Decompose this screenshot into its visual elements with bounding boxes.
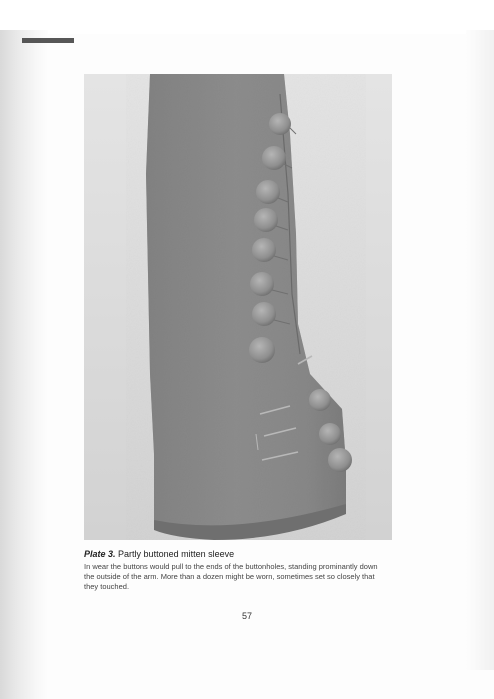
page-edge-shadow xyxy=(466,30,494,670)
sleeve-button xyxy=(269,113,291,135)
sleeve-button xyxy=(309,389,331,411)
mitten-sleeve-photo xyxy=(84,74,392,540)
plate-photograph xyxy=(84,74,392,540)
top-rule xyxy=(22,38,74,43)
sleeve-button xyxy=(250,272,274,296)
sleeve-button xyxy=(328,448,352,472)
plate-title: Partly buttoned mitten sleeve xyxy=(118,549,235,559)
page-number: 57 xyxy=(241,611,252,621)
page-top-margin xyxy=(0,0,494,34)
figure-caption xyxy=(84,549,390,592)
sleeve-button xyxy=(252,238,276,262)
sleeve-button xyxy=(256,180,280,204)
sleeve-button xyxy=(252,302,276,326)
sleeve-button xyxy=(319,423,341,445)
sleeve-button xyxy=(254,208,278,232)
plate-label: Plate 3. xyxy=(84,549,116,559)
caption-title xyxy=(84,549,390,560)
sleeve-button xyxy=(249,337,275,363)
caption-text: In wear the buttons would pull to the ends of the buttonholes, standing prominantly down the outside of the arm. More than a dozen might be worn, sometimes set so closely that they touched. xyxy=(84,562,378,591)
binding-shadow xyxy=(0,30,48,699)
sleeve-button xyxy=(262,146,286,170)
